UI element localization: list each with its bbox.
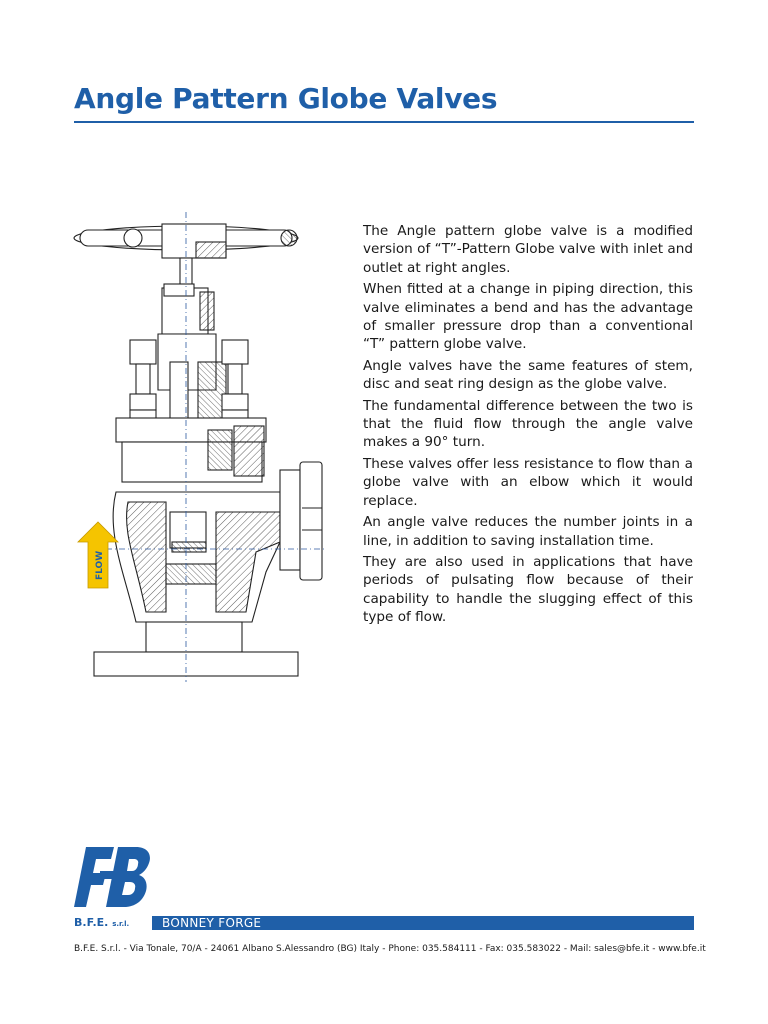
description-text — [363, 222, 693, 630]
description-paragraph: Angle valves have the same features of stem, disc and seat ring design as the globe valve. — [363, 357, 693, 393]
valve-cross-section-drawing — [66, 212, 326, 682]
description-paragraph: When fitted at a change in piping direction, this valve eliminates a bend and has the advantage of smaller pressure drop than a conventional “T” pattern globe valve. — [363, 281, 693, 353]
company-short-name — [74, 916, 129, 930]
description-paragraph: They are also used in applications that have periods of pulsating flow because of their capability to handle the slugging effect of this type of flow. — [363, 553, 693, 626]
description-paragraph: These valves offer less resistance to flow than a globe valve with an elbow which it would replace. — [363, 455, 693, 509]
page-title: Angle Pattern Globe Valves — [74, 82, 498, 115]
company-suffix: s.r.l. — [112, 920, 130, 928]
footer-contact: B.F.E. S.r.l. - Via Tonale, 70/A - 24061 Albano S.Alessandro (BG) Italy - Phone: 035.584111 - Fax: 035.583022 - Mail: sales@bfe.it - www.bfe.it — [74, 944, 706, 954]
title-divider — [74, 121, 694, 123]
flow-label: FLOW — [95, 550, 105, 580]
description-paragraph: The Angle pattern globe valve is a modified version of “T”-Pattern Globe valve with inlet and outlet at right angles. — [363, 223, 693, 276]
company-name-bar: BONNEY FORGE — [152, 916, 694, 930]
bfe-logo-icon — [72, 845, 152, 911]
description-paragraph: The fundamental difference between the two is that the fluid flow through the angle valve makes a 90° turn. — [363, 397, 693, 451]
company-abbrev: B.F.E. — [74, 916, 109, 929]
description-paragraph: An angle valve reduces the number joints in a line, in addition to saving installation time. — [363, 514, 693, 549]
flow-arrow-icon — [78, 522, 118, 588]
